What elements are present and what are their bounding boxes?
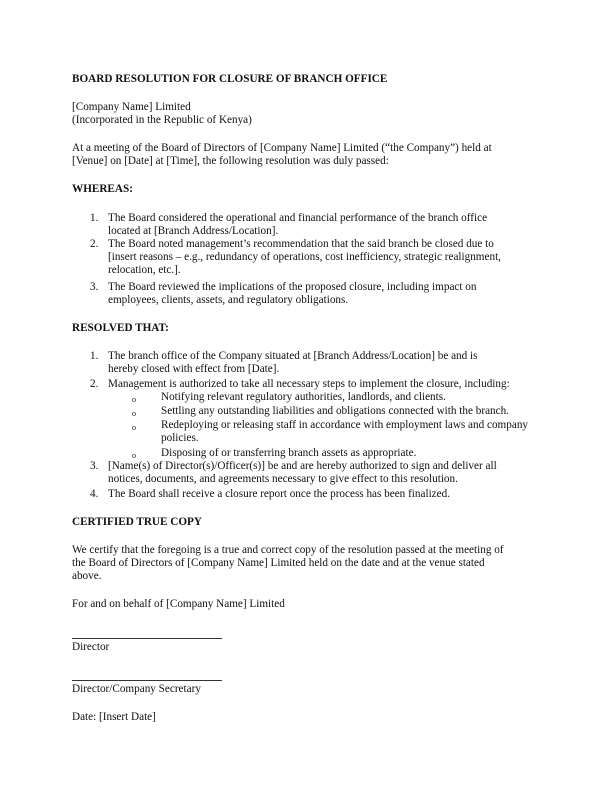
certified-heading: CERTIFIED TRUE COPY [72,516,202,528]
list-item-line: [insert reasons – e.g., redundancy of operations, cost inefficiency, strategic realignment, [108,251,501,263]
certified-line: We certify that the foregoing is a true and correct copy of the resolution passed at the meeting of [72,544,504,556]
list-item-line: notices, documents, and agreements necessary to give effect to this resolution. [108,473,458,485]
list-item-line: Management is authorized to take all necessary steps to implement the closure, including: [108,378,510,390]
sub-item-line: Redeploying or releasing staff in accordance with employment laws and company [161,419,529,431]
list-item-line: located at [Branch Address/Location]. [108,225,279,237]
list-number: 1. [90,212,99,224]
signature-line [72,680,222,681]
list-item-line: hereby closed with effect from [Date]. [108,363,280,375]
bullet-icon: o [132,451,136,460]
list-number: 2. [90,378,99,390]
list-number: 3. [90,281,99,293]
list-number: 1. [90,350,99,362]
sub-item-line: Disposing of or transferring branch assets as appropriate. [161,447,417,459]
incorporation-note: (Incorporated in the Republic of Kenya) [72,114,252,126]
bullet-icon: o [132,395,136,404]
intro-line: [Venue] on [Date] at [Time], the following resolution was duly passed: [72,155,389,167]
whereas-heading: WHEREAS: [72,183,133,195]
sub-item-line: Settling any outstanding liabilities and obligations connected with the branch. [161,405,509,417]
sub-item-line: policies. [161,432,199,444]
document-title: BOARD RESOLUTION FOR CLOSURE OF BRANCH OFFICE [72,73,388,85]
on-behalf-line: For and on behalf of [Company Name] Limited [72,598,285,610]
list-number: 4. [90,488,99,500]
list-number: 3. [90,460,99,472]
sub-item-line: Notifying relevant regulatory authorities, landlords, and clients. [161,391,446,403]
intro-line: At a meeting of the Board of Directors of [Company Name] Limited (“the Company”) held at [72,142,492,154]
certified-line: the Board of Directors of [Company Name] Limited held on the date and at the venue stated [72,557,485,569]
list-item-line: The Board shall receive a closure report once the process has been finalized. [108,488,450,500]
list-item-line: The Board noted management’s recommendation that the said branch be closed due to [108,238,494,250]
signature-label: Director [72,641,110,653]
bullet-icon: o [132,409,136,418]
signature-label: Director/Company Secretary [72,683,201,695]
list-item-line: The Board considered the operational and financial performance of the branch office [108,212,488,224]
certified-line: above. [72,570,102,582]
list-item-line: The branch office of the Company situated at [Branch Address/Location] be and is [108,350,478,362]
list-item-line: employees, clients, assets, and regulatory obligations. [108,294,349,306]
date-line: Date: [Insert Date] [72,711,156,723]
list-item-line: relocation, etc.]. [108,264,181,276]
list-item-line: The Board reviewed the implications of the proposed closure, including impact on [108,281,477,293]
resolved-heading: RESOLVED THAT: [72,322,169,334]
bullet-icon: o [132,423,136,432]
company-name: [Company Name] Limited [72,101,191,113]
list-item-line: [Name(s) of Director(s)/Officer(s)] be and are hereby authorized to sign and deliver all [108,460,497,472]
signature-line [72,638,222,639]
list-number: 2. [90,238,99,250]
